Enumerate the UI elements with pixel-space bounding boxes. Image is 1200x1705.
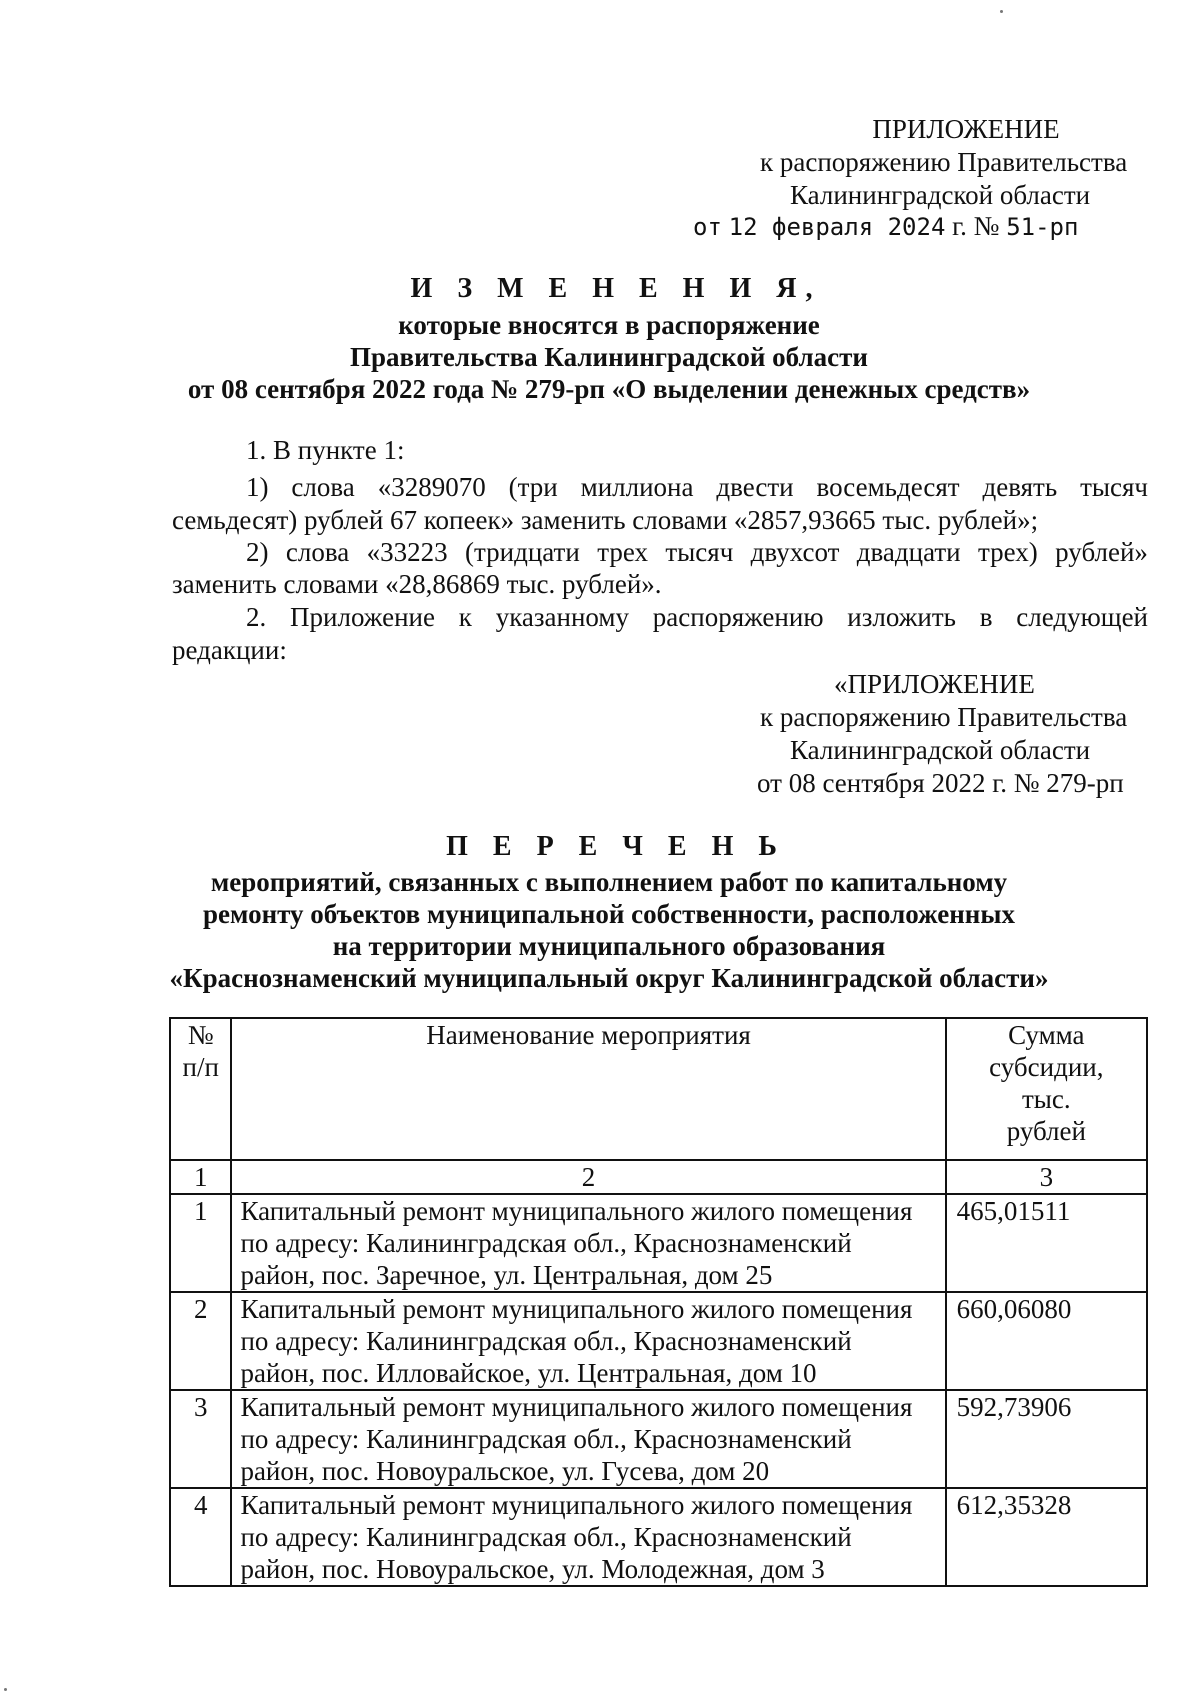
word: изложить xyxy=(847,602,956,632)
row-name-line: по адресу: Калининградская обл., Краснознаменский xyxy=(240,1228,852,1258)
row-sum: 660,06080 xyxy=(946,1292,1147,1390)
word: к xyxy=(458,602,472,632)
row-name xyxy=(231,1292,945,1390)
word: 2) xyxy=(246,537,269,567)
header-number xyxy=(170,1018,231,1160)
column-number: 2 xyxy=(231,1160,945,1194)
row-name-line: район, пос. Новоуральское, ул. Гусева, дом 20 xyxy=(240,1456,770,1486)
appendix-line-2: Калининградской области xyxy=(790,180,1091,210)
perechen-line-4: «Краснознаменский муниципальный округ Калининградской области» xyxy=(169,963,1049,993)
row-name-line: по адресу: Калининградская обл., Краснознаменский xyxy=(240,1522,852,1552)
table-row xyxy=(170,1194,1147,1292)
header-sum-line-2: субсидии, xyxy=(989,1052,1104,1082)
header-sum-line-3: тыс. xyxy=(1021,1084,1071,1114)
word: (три xyxy=(508,472,558,502)
word: Приложение xyxy=(290,602,435,632)
perechen-line-3: на территории муниципального образования xyxy=(332,931,886,961)
word: слова xyxy=(291,472,355,502)
paragraph-1-1-line xyxy=(246,471,1148,503)
word: распоряжению xyxy=(652,602,824,632)
annex-line-1: к распоряжению Правительства xyxy=(760,702,1128,732)
table-row xyxy=(170,1292,1147,1390)
word: двести xyxy=(716,472,794,502)
column-number-row xyxy=(170,1160,1147,1194)
changes-line-2: Правительства Калининградской области xyxy=(350,342,868,372)
annex-line-3: от 08 сентября 2022 г. № 279-рп xyxy=(757,768,1124,798)
annex-line-2: Калининградской области xyxy=(790,735,1091,765)
word: указанному xyxy=(495,602,629,632)
perechen-title: П Е Р Е Ч Е Н Ь xyxy=(446,831,786,862)
paragraph-2-line xyxy=(246,601,1148,633)
paragraph-1-2-continuation: заменить словами «28,86869 тыс. рублей». xyxy=(172,569,662,599)
perechen-line-1: мероприятий, связанных с выполнением работ по капитальному xyxy=(210,867,1008,897)
scan-speck xyxy=(1000,10,1003,13)
row-number: 4 xyxy=(170,1488,231,1586)
word: восемьдесят xyxy=(816,472,960,502)
header-name: Наименование мероприятия xyxy=(231,1018,945,1160)
word: 2. xyxy=(246,602,267,632)
header-number-line-2: п/п xyxy=(182,1052,219,1082)
row-name xyxy=(231,1488,945,1586)
column-number: 1 xyxy=(170,1160,231,1194)
row-sum: 592,73906 xyxy=(946,1390,1147,1488)
annex-title: «ПРИЛОЖЕНИЕ xyxy=(834,669,1035,699)
table-row xyxy=(170,1390,1147,1488)
date-mid: г. № xyxy=(952,211,1000,241)
word: трех) xyxy=(978,537,1038,567)
header-sum-line-1: Сумма xyxy=(1008,1020,1085,1050)
appendix-line-1: к распоряжению Правительства xyxy=(760,147,1128,177)
row-name-line: по адресу: Калининградская обл., Краснознаменский xyxy=(240,1326,852,1356)
appendix-title: ПРИЛОЖЕНИЕ xyxy=(872,114,1060,144)
row-name xyxy=(231,1390,945,1488)
header-sum-line-4: рублей xyxy=(1006,1116,1086,1146)
word: тысяч xyxy=(665,537,734,567)
word: «3289070 xyxy=(377,472,486,502)
appendix-date-line xyxy=(693,210,1078,243)
row-name-line: район, пос. Новоуральское, ул. Молодежная, дом 3 xyxy=(240,1554,825,1584)
word: в xyxy=(979,602,993,632)
row-name-line: район, пос. Илловайское, ул. Центральная, дом 10 xyxy=(240,1358,817,1388)
word: девять xyxy=(982,472,1058,502)
header-sum xyxy=(946,1018,1147,1160)
word: двухсот xyxy=(750,537,840,567)
row-sum: 465,01511 xyxy=(946,1194,1147,1292)
word: тысяч xyxy=(1080,472,1148,502)
row-name-line: район, пос. Заречное, ул. Центральная, дом 25 xyxy=(240,1260,773,1290)
paragraph-1-1-continuation: семьдесят) рублей 67 копеек» заменить словами «2857,93665 тыс. рублей»; xyxy=(172,505,1039,535)
changes-line-3: от 08 сентября 2022 года № 279-рп «О выделении денежных средств» xyxy=(187,374,1031,404)
word: двадцати xyxy=(856,537,961,567)
perechen-table xyxy=(169,1017,1148,1587)
word: 1) xyxy=(246,472,269,502)
paragraph-1: 1. В пункте 1: xyxy=(246,435,405,465)
paragraph-1-2-line xyxy=(246,536,1148,568)
scan-speck xyxy=(4,1688,7,1691)
date-prefix: от xyxy=(693,213,722,241)
header-number-line-1: № xyxy=(187,1020,214,1050)
row-name-line: Капитальный ремонт муниципального жилого помещения xyxy=(240,1294,913,1324)
row-name xyxy=(231,1194,945,1292)
row-sum: 612,35328 xyxy=(946,1488,1147,1586)
word: миллиона xyxy=(580,472,694,502)
changes-line-1: которые вносятся в распоряжение xyxy=(398,310,820,340)
row-name-line: Капитальный ремонт муниципального жилого помещения xyxy=(240,1490,913,1520)
row-number: 1 xyxy=(170,1194,231,1292)
row-number: 3 xyxy=(170,1390,231,1488)
column-number: 3 xyxy=(946,1160,1147,1194)
word: трех xyxy=(597,537,648,567)
word: следующей xyxy=(1016,602,1148,632)
word: рублей» xyxy=(1055,537,1148,567)
date-filled: 12 февраля 2024 xyxy=(728,213,946,241)
row-name-line: по адресу: Калининградская обл., Краснознаменский xyxy=(240,1424,852,1454)
row-name-line: Капитальный ремонт муниципального жилого помещения xyxy=(240,1392,913,1422)
paragraph-2-continuation: редакции: xyxy=(172,635,287,665)
word: (тридцати xyxy=(465,537,580,567)
word: «33223 xyxy=(366,537,448,567)
table-header-row xyxy=(170,1018,1147,1160)
row-name-line: Капитальный ремонт муниципального жилого помещения xyxy=(240,1196,913,1226)
changes-title: И З М Е Н Е Н И Я, xyxy=(410,273,822,304)
word: слова xyxy=(285,537,350,567)
number-filled: 51-рп xyxy=(1006,213,1079,241)
perechen-line-2: ремонту объектов муниципальной собственности, расположенных xyxy=(203,899,1015,929)
row-number: 2 xyxy=(170,1292,231,1390)
table-row xyxy=(170,1488,1147,1586)
